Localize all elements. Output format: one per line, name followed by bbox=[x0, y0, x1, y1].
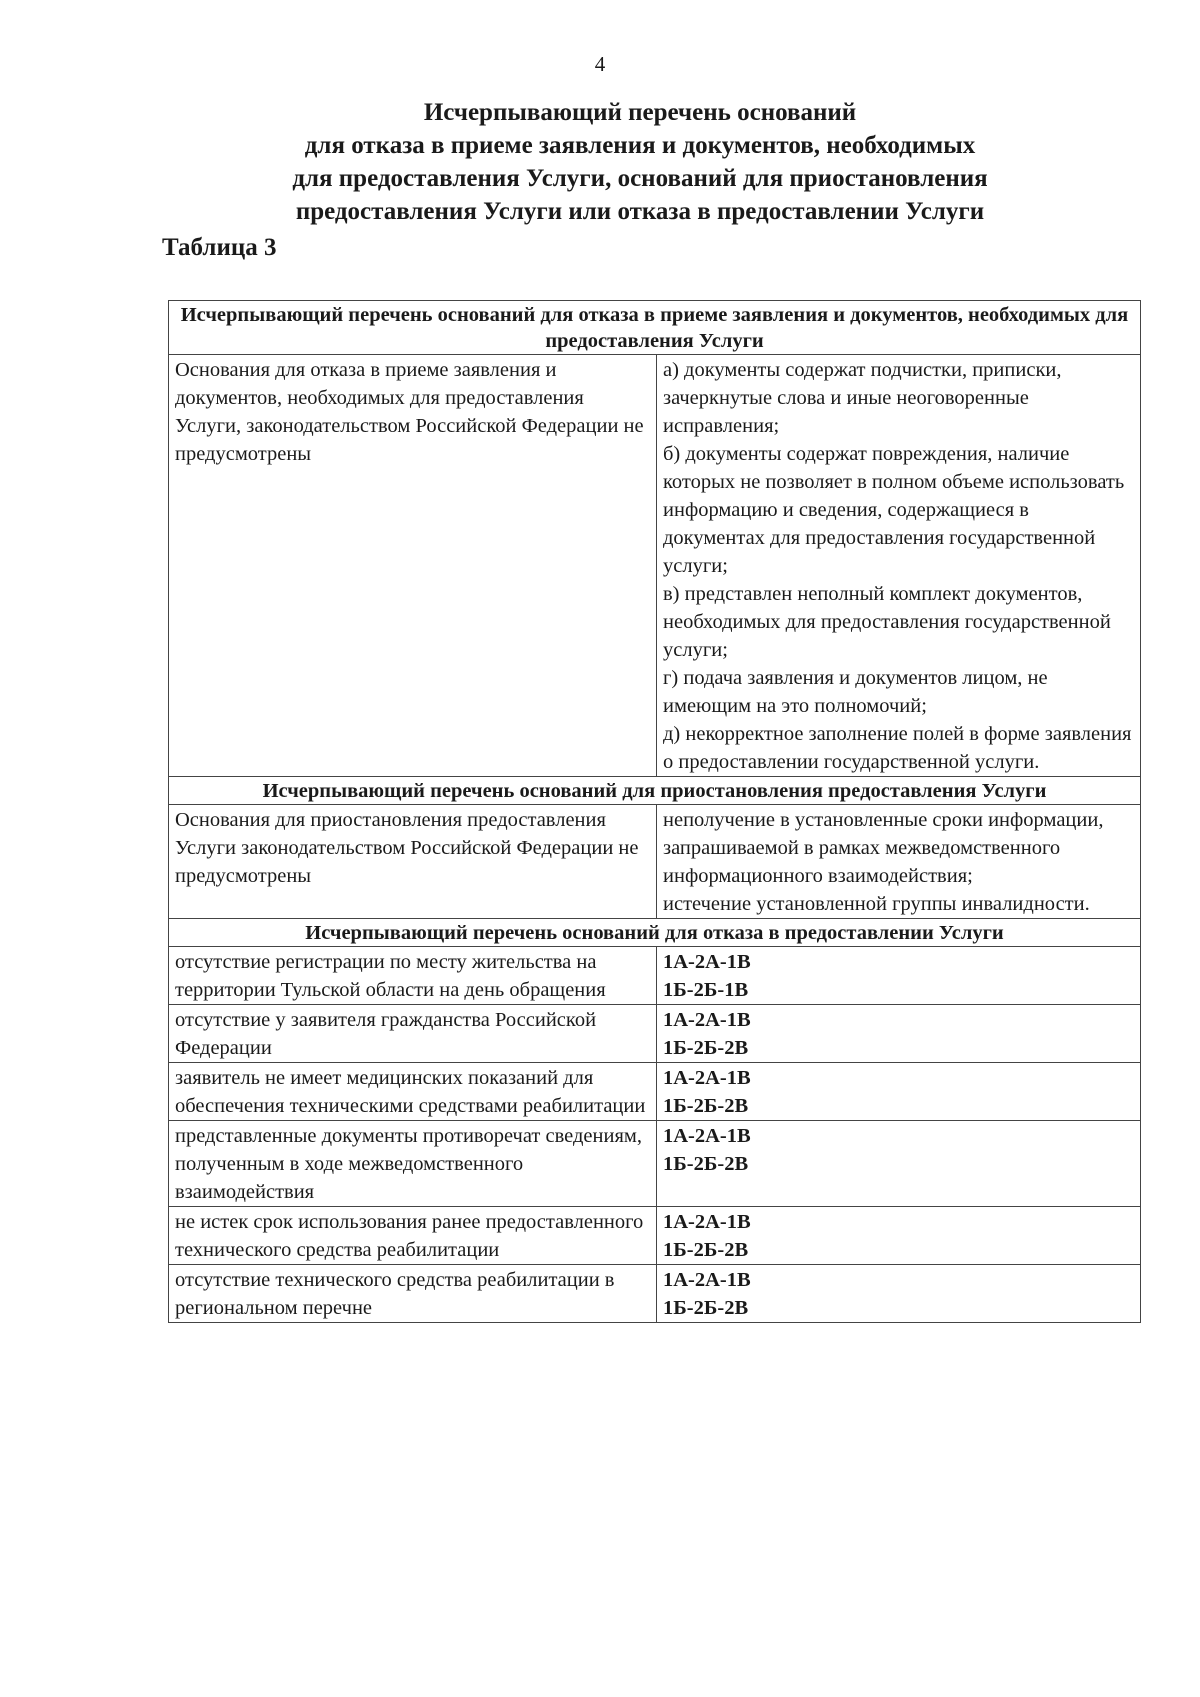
table-row bbox=[169, 1265, 1141, 1323]
section-header-row bbox=[169, 919, 1141, 947]
document-title bbox=[200, 96, 1080, 228]
table-row bbox=[169, 1005, 1141, 1063]
suspension-basis: Основания для приостановления предоставления Услуги законодательством Российской Федерации не предусмотрены bbox=[169, 805, 657, 919]
code: 1А-2А-1В bbox=[663, 1067, 751, 1089]
refusal-reason: отсутствие у заявителя гражданства Российской Федерации bbox=[169, 1005, 657, 1063]
title-line: предоставления Услуги или отказа в предоставлении Услуги bbox=[295, 198, 985, 225]
code: 1Б-2Б-1В bbox=[663, 979, 749, 1001]
code: 1А-2А-1В bbox=[663, 951, 751, 973]
list-item: д) некорректное заполнение полей в форме заявления о предоставлении государственной услуги. bbox=[663, 723, 1132, 773]
list-item: б) документы содержат повреждения, наличие которых не позволяет в полном объеме использовать информацию и сведения, содержащиеся в документах для предоставления государственной услуги; bbox=[663, 443, 1125, 577]
refusal-codes bbox=[657, 1063, 1141, 1121]
code: 1Б-2Б-2В bbox=[663, 1037, 749, 1059]
refusal-reason: отсутствие технического средства реабилитации в региональном перечне bbox=[169, 1265, 657, 1323]
table-row bbox=[169, 805, 1141, 919]
section-header-refusal-service: Исчерпывающий перечень оснований для отказа в предоставлении Услуги bbox=[169, 919, 1141, 947]
code: 1А-2А-1В bbox=[663, 1269, 751, 1291]
list-item: истечение установленной группы инвалидности. bbox=[663, 893, 1090, 915]
table-label: Таблица 3 bbox=[162, 234, 277, 261]
table-row bbox=[169, 355, 1141, 777]
list-item: а) документы содержат подчистки, приписки, зачеркнутые слова и иные неоговоренные исправления; bbox=[663, 359, 1062, 437]
list-item: в) представлен неполный комплект документов, необходимых для предоставления государственной услуги; bbox=[663, 583, 1111, 661]
page-number: 4 bbox=[594, 52, 606, 76]
list-item: г) подача заявления и документов лицом, не имеющим на это полномочий; bbox=[663, 667, 1048, 717]
refusal-reason: заявитель не имеет медицинских показаний для обеспечения техническими средствами реабилитации bbox=[169, 1063, 657, 1121]
suspension-list bbox=[657, 805, 1141, 919]
refusal-codes bbox=[657, 1121, 1141, 1207]
code: 1Б-2Б-2В bbox=[663, 1239, 749, 1261]
section-header-refusal-acceptance: Исчерпывающий перечень оснований для отказа в приеме заявления и документов, необходимых для предоставления Услуги bbox=[169, 301, 1141, 355]
table-row bbox=[169, 1063, 1141, 1121]
table-row bbox=[169, 1121, 1141, 1207]
section-header-row bbox=[169, 301, 1141, 355]
refusal-codes bbox=[657, 1207, 1141, 1265]
code: 1А-2А-1В bbox=[663, 1009, 751, 1031]
table-row bbox=[169, 947, 1141, 1005]
title-line: для отказа в приеме заявления и документов, необходимых bbox=[304, 132, 976, 159]
refusal-reason: представленные документы противоречат сведениям, полученным в ходе межведомственного взаимодействия bbox=[169, 1121, 657, 1207]
refusal-acceptance-list bbox=[657, 355, 1141, 777]
section-header-row bbox=[169, 777, 1141, 805]
refusal-acceptance-basis: Основания для отказа в приеме заявления и документов, необходимых для предоставления Услуги, законодательством Российской Федерации не предусмотрены bbox=[169, 355, 657, 777]
code: 1А-2А-1В bbox=[663, 1125, 751, 1147]
refusal-codes bbox=[657, 1005, 1141, 1063]
list-item: неполучение в установленные сроки информации, запрашиваемой в рамках межведомственного информационного взаимодействия; bbox=[663, 809, 1104, 887]
refusal-reason: не истек срок использования ранее предоставленного технического средства реабилитации bbox=[169, 1207, 657, 1265]
title-line: Исчерпывающий перечень оснований bbox=[423, 99, 857, 126]
refusal-reason: отсутствие регистрации по месту жительства на территории Тульской области на день обращения bbox=[169, 947, 657, 1005]
title-line: для предоставления Услуги, оснований для приостановления bbox=[292, 165, 988, 192]
refusal-codes bbox=[657, 1265, 1141, 1323]
grounds-table bbox=[168, 300, 1141, 1323]
code: 1Б-2Б-2В bbox=[663, 1153, 749, 1175]
code: 1Б-2Б-2В bbox=[663, 1297, 749, 1319]
code: 1А-2А-1В bbox=[663, 1211, 751, 1233]
refusal-codes bbox=[657, 947, 1141, 1005]
code: 1Б-2Б-2В bbox=[663, 1095, 749, 1117]
section-header-suspension: Исчерпывающий перечень оснований для приостановления предоставления Услуги bbox=[169, 777, 1141, 805]
table-row bbox=[169, 1207, 1141, 1265]
